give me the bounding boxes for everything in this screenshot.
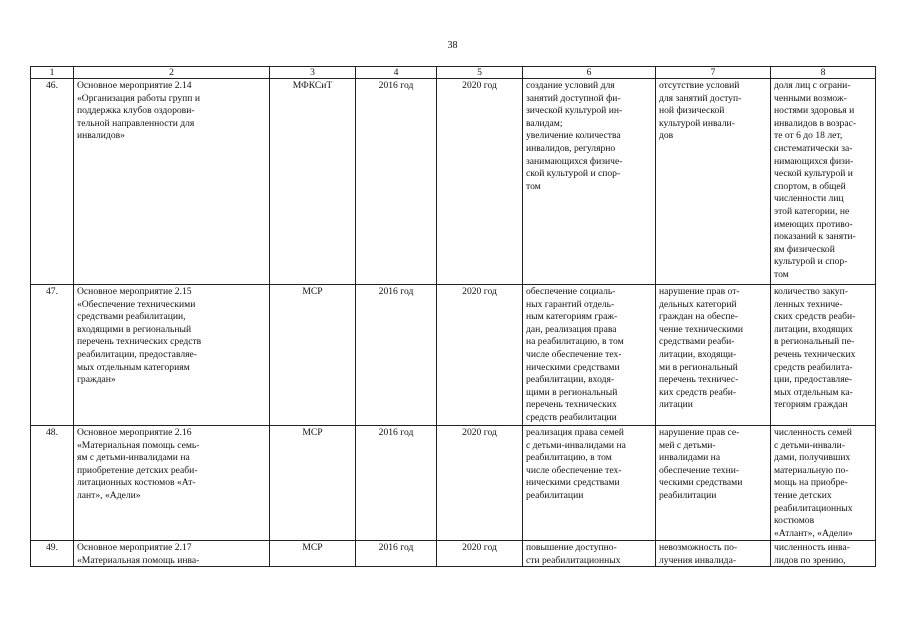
row-number: 49. xyxy=(46,542,58,554)
end-year-cell: 2020 год xyxy=(437,426,523,541)
end-year-cell: 2020 год xyxy=(437,79,523,285)
measure-cell: Основное мероприятие 2.17 «Материальная помощь инва- xyxy=(77,542,200,566)
measures-table xyxy=(30,66,876,567)
end-year-cell: 2020 год xyxy=(437,285,523,426)
header-cell: 1 xyxy=(31,67,74,79)
start-year-cell: 2016 год xyxy=(356,79,437,285)
table-row xyxy=(31,426,876,541)
header-cell: 5 xyxy=(437,67,523,79)
executor-cell: МСР xyxy=(302,542,323,554)
row-number: 48. xyxy=(31,426,74,541)
result-cell: реализация права семей с детьми-инвалидами на реабилитацию, в том числе обеспечение тех- ническими средствами реабилитации xyxy=(523,426,656,541)
header-cell: 3 xyxy=(270,67,356,79)
consequence-cell: нарушение прав се- мей с детьми- инвалидами на обеспечение техни- ческими средствами реабилитации xyxy=(656,426,771,541)
end-year-cell: 2020 год xyxy=(462,542,497,554)
result-cell: повышение доступно- сти реабилитационных xyxy=(526,542,621,566)
header-cell: 6 xyxy=(523,67,656,79)
executor-cell: МСР xyxy=(270,285,356,426)
indicator-cell: численность семей с детьми-инвали- дами, получивших материальную по- мощь на приобре- тение детских реабилитационных костюмов «Атлант», «Адели» xyxy=(771,426,876,541)
executor-cell: МСР xyxy=(270,426,356,541)
result-cell: обеспечение социаль- ных гарантий отдель- ным категориям граж- дан, реализация права на реабилитацию, в том числе обеспечение тех- ническими средствами реабилитации, входя- щими в региональный перечень технических средств реабилитации xyxy=(523,285,656,426)
result-cell: создание условий для занятий доступной фи- зической культурой ин- валидам; увеличение количества инвалидов, регулярно занимающихся физиче- ской культурой и спор- том xyxy=(523,79,656,285)
measure-cell: Основное мероприятие 2.16 «Материальная помощь семь- ям с детьми-инвалидами на приобретение детских реаби- литационных костюмов «Ат- лант», «Адели» xyxy=(74,426,270,541)
executor-cell: МФКСиТ xyxy=(270,79,356,285)
header-cell: 8 xyxy=(771,67,876,79)
page-number: 38 xyxy=(447,40,458,51)
start-year-cell: 2016 год xyxy=(378,542,414,554)
consequence-cell: нарушение прав от- дельных категорий граждан на обеспе- чение техническими средствами реаби- литации, входящи- ми в региональный перечень техничес- ких средств реаби- литации xyxy=(656,285,771,426)
table-row xyxy=(31,285,876,426)
start-year-cell: 2016 год xyxy=(356,285,437,426)
header-cell: 4 xyxy=(356,67,437,79)
row-number: 46. xyxy=(31,79,74,285)
header-row xyxy=(31,67,876,79)
consequence-cell: невозможность по- лучения инвалида- xyxy=(659,542,738,566)
measure-cell: Основное мероприятие 2.15 «Обеспечение техническими средствами реабилитации, входящими в региональный перечень технических средств реабилитации, предоставляе- мых отдельным категориям граждан» xyxy=(74,285,270,426)
measure-cell: Основное мероприятие 2.14 «Организация работы групп и поддержка клубов оздорови- тельной направленности для инвалидов» xyxy=(74,79,270,285)
indicator-cell: численность инва- лидов по зрению, xyxy=(774,542,850,566)
header-cell: 7 xyxy=(656,67,771,79)
row-number: 47. xyxy=(31,285,74,426)
table-row xyxy=(31,541,876,567)
indicator-cell: количество закуп- ленных техниче- ских средств реаби- литации, входящих в региональный пе- речень технических средств реабилита- ции, предоставляе- мых отдельным ка- тегориям граждан xyxy=(771,285,876,426)
header-cell: 2 xyxy=(74,67,270,79)
indicator-cell: доля лиц с ограни- ченными возмож- ностями здоровья и инвалидов в возрас- те от 6 до 18 лет, систематически за- нимающихся физи- ческой культурой и спортом, в общей численности лиц этой категории, не имеющих противо- показаний к заняти- ям физической культурой и спор- том xyxy=(771,79,876,285)
start-year-cell: 2016 год xyxy=(356,426,437,541)
consequence-cell: отсутствие условий для занятий доступ- ной физической культурой инвали- дов xyxy=(656,79,771,285)
table-row xyxy=(31,79,876,285)
